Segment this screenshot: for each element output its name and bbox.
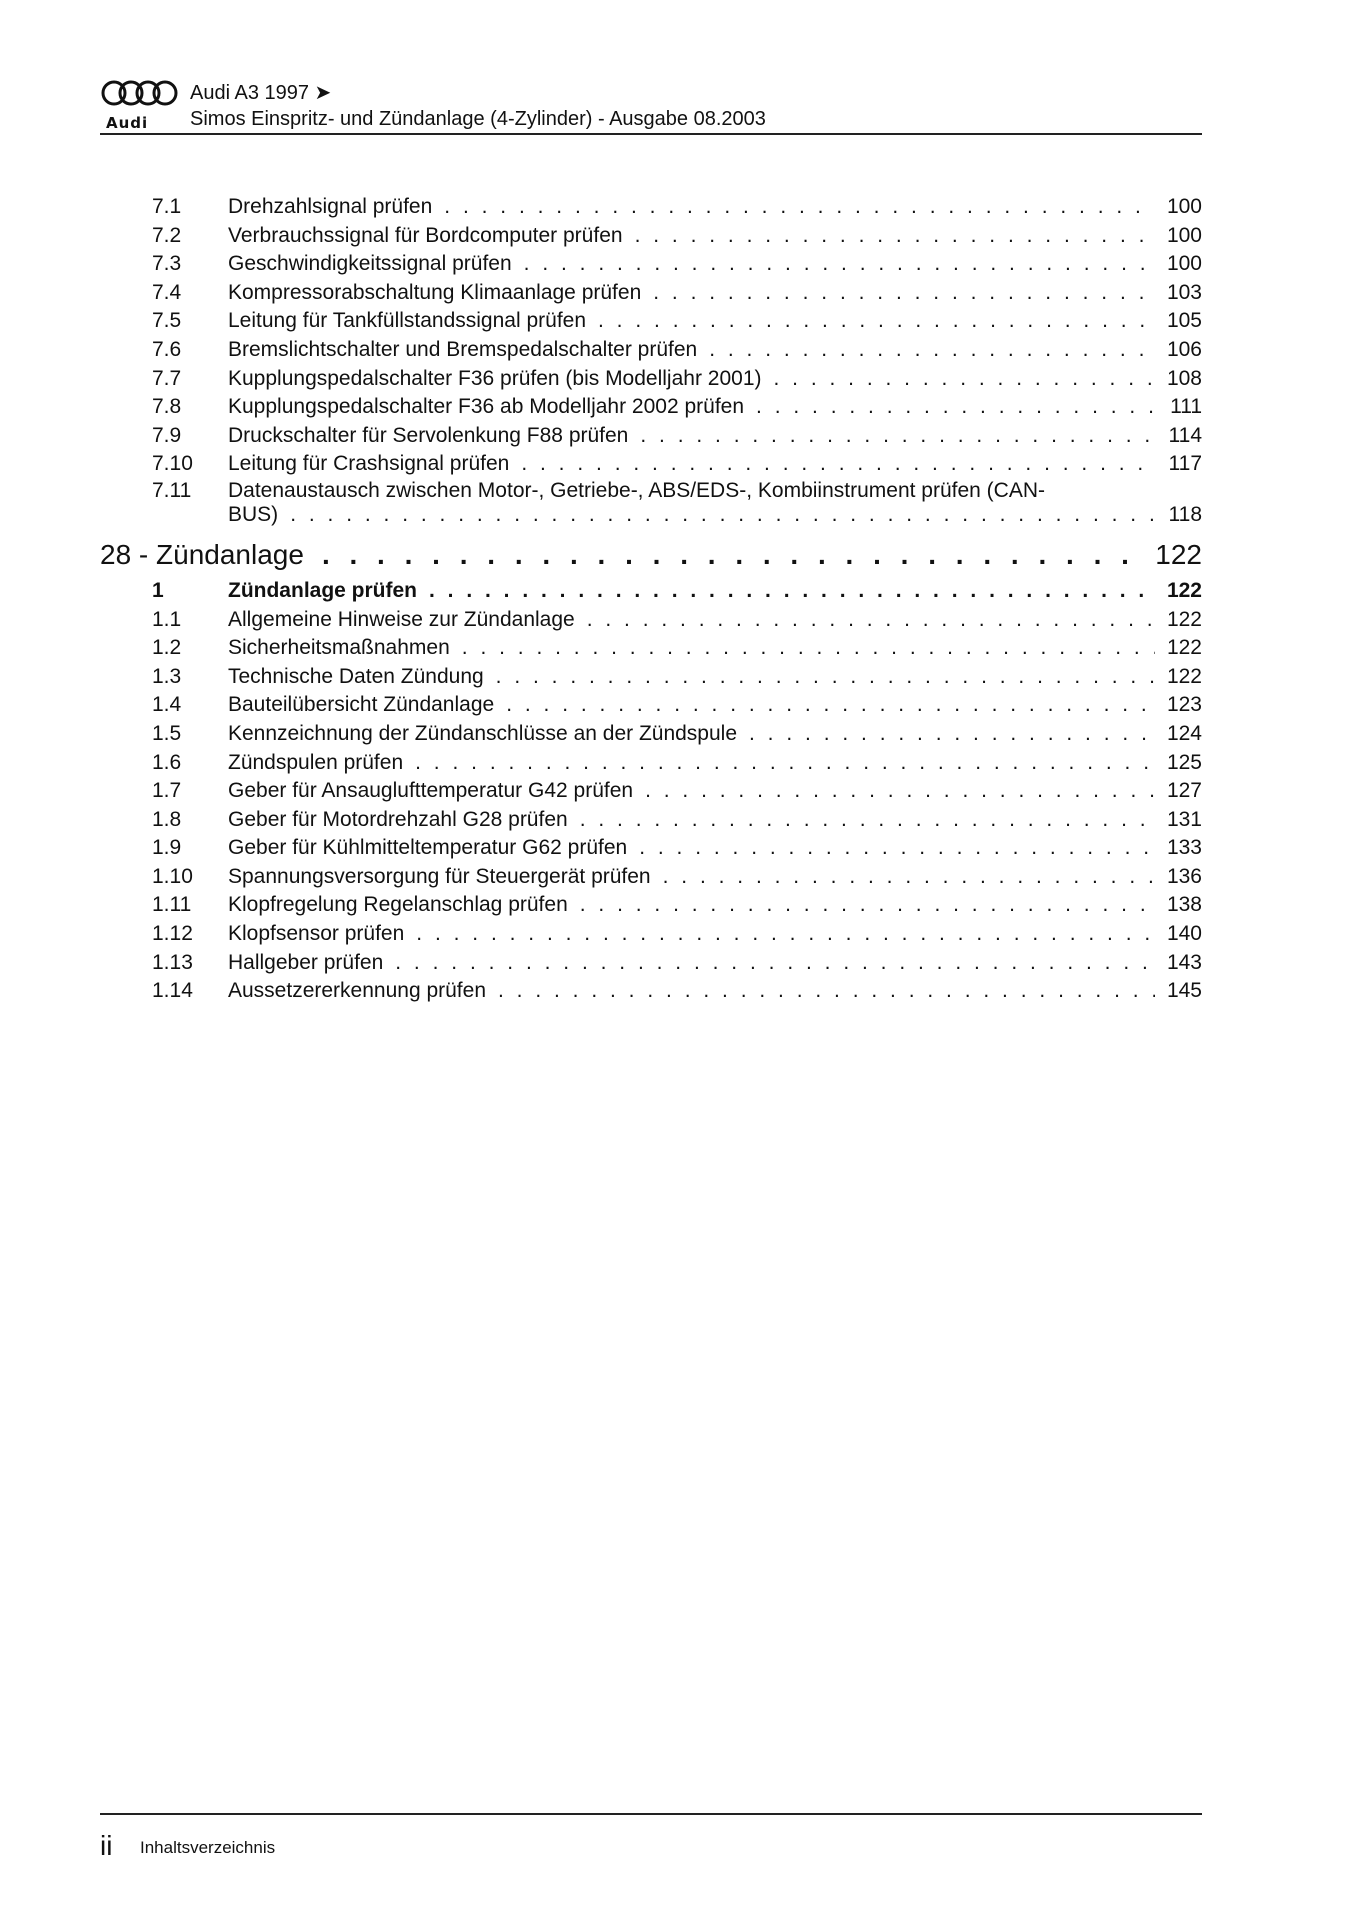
- toc-entry-number: 7.6: [152, 337, 182, 361]
- toc-entry-title: Kupplungspedalschalter F36 ab Modelljahr 2002 prüfen: [228, 395, 745, 419]
- toc-entry[interactable]: [100, 691, 1202, 720]
- leader-dots: [429, 577, 1155, 606]
- leader-dots: [587, 606, 1155, 635]
- toc-entry-page: 123: [1166, 693, 1202, 717]
- leader-dots: [774, 365, 1155, 394]
- toc-entry-page: 145: [1166, 979, 1202, 1003]
- toc-entry[interactable]: [100, 720, 1202, 749]
- toc-entry-number: 7.11: [152, 478, 192, 502]
- toc-entry-number: 7.2: [152, 223, 182, 247]
- leader-dots: [498, 977, 1155, 1006]
- toc-entry-page: 118: [1168, 502, 1202, 526]
- toc-entry-title-continued: BUS): [228, 502, 279, 526]
- toc-entry[interactable]: [100, 222, 1202, 251]
- table-of-contents: [100, 193, 1202, 1006]
- leader-dots: [653, 279, 1155, 308]
- toc-entry-page: 143: [1166, 950, 1202, 974]
- toc-entry-number: 1.10: [152, 864, 193, 888]
- toc-entry-number: 1.1: [152, 607, 182, 631]
- toc-entry[interactable]: [100, 749, 1202, 778]
- toc-entry-number: 1: [152, 578, 164, 602]
- toc-entry-title: Allgemeine Hinweise zur Zündanlage: [228, 607, 575, 631]
- toc-entry[interactable]: [100, 450, 1202, 479]
- leader-dots: [496, 663, 1155, 692]
- toc-entry-title: Zündspulen prüfen: [228, 750, 404, 774]
- toc-entry[interactable]: [100, 977, 1202, 1006]
- leader-dots: [635, 222, 1155, 251]
- toc-entry-page: 100: [1166, 252, 1202, 276]
- leader-dots: [462, 634, 1155, 663]
- audi-wordmark: Audi: [106, 114, 149, 132]
- toc-entry-number: 7.7: [152, 366, 182, 390]
- toc-entry[interactable]: [100, 949, 1202, 978]
- toc-entry[interactable]: [100, 279, 1202, 308]
- toc-entry-page: 122: [1166, 607, 1202, 631]
- toc-entry-title: Datenaustausch zwischen Motor-, Getriebe-, ABS/EDS-, Kombiinstrument prüfen (CAN-: [228, 478, 1045, 502]
- leader-dots: [580, 891, 1155, 920]
- toc-entry-page: 105: [1166, 309, 1202, 333]
- toc-entry-page: 124: [1166, 721, 1202, 745]
- toc-entry-title: Sicherheitsmaßnahmen: [228, 636, 450, 660]
- toc-entry-page: 138: [1166, 893, 1202, 917]
- chapter-title: 28 - Zündanlage: [100, 538, 304, 570]
- toc-entry-page: 106: [1166, 337, 1202, 361]
- toc-entry-page: 133: [1166, 836, 1202, 860]
- toc-entry-page: 122: [1166, 578, 1202, 602]
- toc-entry-number: 1.11: [152, 893, 192, 917]
- leader-dots: [756, 393, 1158, 422]
- toc-entry-title: Kupplungspedalschalter F36 prüfen (bis Modelljahr 2001): [228, 366, 762, 390]
- leader-dots: [640, 422, 1156, 451]
- toc-entry-page: 125: [1166, 750, 1202, 774]
- toc-entry-title: Geschwindigkeitssignal prüfen: [228, 252, 512, 276]
- toc-entry-title: Leitung für Tankfüllstandssignal prüfen: [228, 309, 587, 333]
- leader-dots: [524, 250, 1155, 279]
- toc-entry-title: Geber für Kühlmitteltemperatur G62 prüfen: [228, 836, 628, 860]
- toc-entry-number: 7.4: [152, 280, 182, 304]
- toc-entry-page: 100: [1166, 195, 1202, 218]
- toc-entry[interactable]: [100, 193, 1202, 222]
- toc-entry-page: 122: [1166, 664, 1202, 688]
- toc-chapter-28: [100, 577, 1202, 1006]
- toc-entry-title: Druckschalter für Servolenkung F88 prüfen: [228, 423, 629, 447]
- toc-entry[interactable]: [100, 777, 1202, 806]
- toc-entry-page: 100: [1166, 223, 1202, 247]
- toc-entry-page: 140: [1166, 922, 1202, 946]
- toc-entry-number: 1.12: [152, 922, 193, 946]
- toc-entry-title: Kompressorabschaltung Klimaanlage prüfen: [228, 280, 642, 304]
- toc-entry-number: 1.7: [152, 779, 182, 803]
- toc-entry-page: 131: [1166, 807, 1202, 831]
- toc-entry-title: Verbrauchssignal für Bordcomputer prüfen: [228, 223, 623, 247]
- page-header: [100, 76, 1202, 136]
- footer-section-label: Inhaltsverzeichnis: [140, 1838, 276, 1857]
- toc-entry[interactable]: [100, 577, 1202, 606]
- toc-entry[interactable]: [100, 663, 1202, 692]
- toc-entry-title: Zündanlage prüfen: [228, 578, 417, 602]
- toc-entry-page: 127: [1166, 779, 1202, 803]
- leader-dots: [506, 691, 1155, 720]
- audi-logo: [100, 76, 180, 132]
- leader-dots: [749, 720, 1155, 749]
- toc-entry-title: Geber für Motordrehzahl G28 prüfen: [228, 807, 568, 831]
- toc-entry[interactable]: [100, 891, 1202, 920]
- leader-dots: [415, 749, 1155, 778]
- toc-entry-number: 7.5: [152, 309, 182, 333]
- toc-section-7: [100, 193, 1202, 479]
- toc-entry-number: 1.2: [152, 636, 182, 660]
- leader-dots: [709, 336, 1155, 365]
- toc-entry-title: Kennzeichnung der Zündanschlüsse an der Zündspule: [228, 721, 738, 745]
- leader-dots: [416, 920, 1155, 949]
- header-divider: [100, 133, 1202, 135]
- audi-rings-icon: [100, 76, 180, 112]
- toc-entry-number: 1.5: [152, 721, 182, 745]
- toc-entry-page: 114: [1168, 423, 1202, 447]
- toc-entry-number: 1.6: [152, 750, 182, 774]
- toc-entry-title: Technische Daten Zündung: [228, 664, 484, 688]
- toc-entry-title: Drehzahlsignal prüfen: [228, 195, 433, 218]
- toc-entry-number: 7.10: [152, 452, 193, 476]
- leader-dots: [395, 949, 1155, 978]
- toc-entry-number: 1.3: [152, 664, 182, 688]
- toc-entry[interactable]: [100, 393, 1202, 422]
- toc-entry-title: Spannungsversorgung für Steuergerät prüfen: [228, 864, 651, 888]
- toc-entry-page: 103: [1166, 280, 1202, 304]
- toc-entry-title: Klopfsensor prüfen: [228, 922, 405, 946]
- toc-entry-page: 136: [1166, 864, 1202, 888]
- toc-entry-number: 1.8: [152, 807, 182, 831]
- toc-entry[interactable]: [100, 422, 1202, 451]
- leader-dots: [663, 863, 1155, 892]
- toc-entry-title: Geber für Ansauglufttemperatur G42 prüfen: [228, 779, 634, 803]
- leader-dots: [645, 777, 1155, 806]
- leader-dots: [580, 806, 1155, 835]
- toc-entry[interactable]: [100, 863, 1202, 892]
- toc-entry-page: 111: [1170, 395, 1202, 419]
- document-title: Audi A3 1997 ➤: [190, 82, 332, 104]
- toc-entry-number: 7.9: [152, 423, 182, 447]
- toc-entry[interactable]: [100, 606, 1202, 635]
- toc-entry-number: 1.14: [152, 979, 193, 1003]
- toc-entry[interactable]: [100, 920, 1202, 949]
- toc-entry[interactable]: [100, 365, 1202, 394]
- toc-entry[interactable]: [100, 336, 1202, 365]
- document-subtitle: Simos Einspritz- und Zündanlage (4-Zylinder) - Ausgabe 08.2003: [190, 108, 766, 130]
- chapter-heading[interactable]: [100, 533, 1202, 577]
- toc-entry-number: 7.1: [152, 195, 182, 218]
- toc-entry-title: Aussetzererkennung prüfen: [228, 979, 486, 1003]
- toc-entry-number: 1.13: [152, 950, 193, 974]
- toc-entry-title: Bauteilübersicht Zündanlage: [228, 693, 495, 717]
- footer-page-number: ii: [100, 1830, 113, 1861]
- footer-divider: [100, 1813, 1202, 1815]
- toc-entry-page: 122: [1166, 636, 1202, 660]
- leader-dots: [290, 503, 1156, 527]
- toc-entry-number: 7.8: [152, 395, 182, 419]
- toc-entry-title: Bremslichtschalter und Bremspedalschalter prüfen: [228, 337, 698, 361]
- leader-dots: [598, 307, 1155, 336]
- leader-dots: [521, 450, 1156, 479]
- leader-dots: [444, 193, 1155, 222]
- toc-entry-title: Leitung für Crashsignal prüfen: [228, 452, 510, 476]
- toc-entry[interactable]: [100, 834, 1202, 863]
- chapter-page: 122: [1155, 538, 1202, 570]
- toc-entry[interactable]: [100, 307, 1202, 336]
- toc-entry-number: 7.3: [152, 252, 182, 276]
- toc-entry-title: Klopfregelung Regelanschlag prüfen: [228, 893, 568, 917]
- toc-entry[interactable]: [100, 250, 1202, 279]
- toc-entry[interactable]: [100, 479, 1202, 527]
- toc-entry[interactable]: [100, 634, 1202, 663]
- toc-entry-number: 1.9: [152, 836, 182, 860]
- toc-entry-page: 117: [1168, 452, 1202, 476]
- toc-entry-page: 108: [1166, 366, 1202, 390]
- leader-dots: [639, 834, 1155, 863]
- leader-dots: [322, 533, 1149, 577]
- toc-entry-number: 1.4: [152, 693, 182, 717]
- toc-entry-title: Hallgeber prüfen: [228, 950, 384, 974]
- toc-entry[interactable]: [100, 806, 1202, 835]
